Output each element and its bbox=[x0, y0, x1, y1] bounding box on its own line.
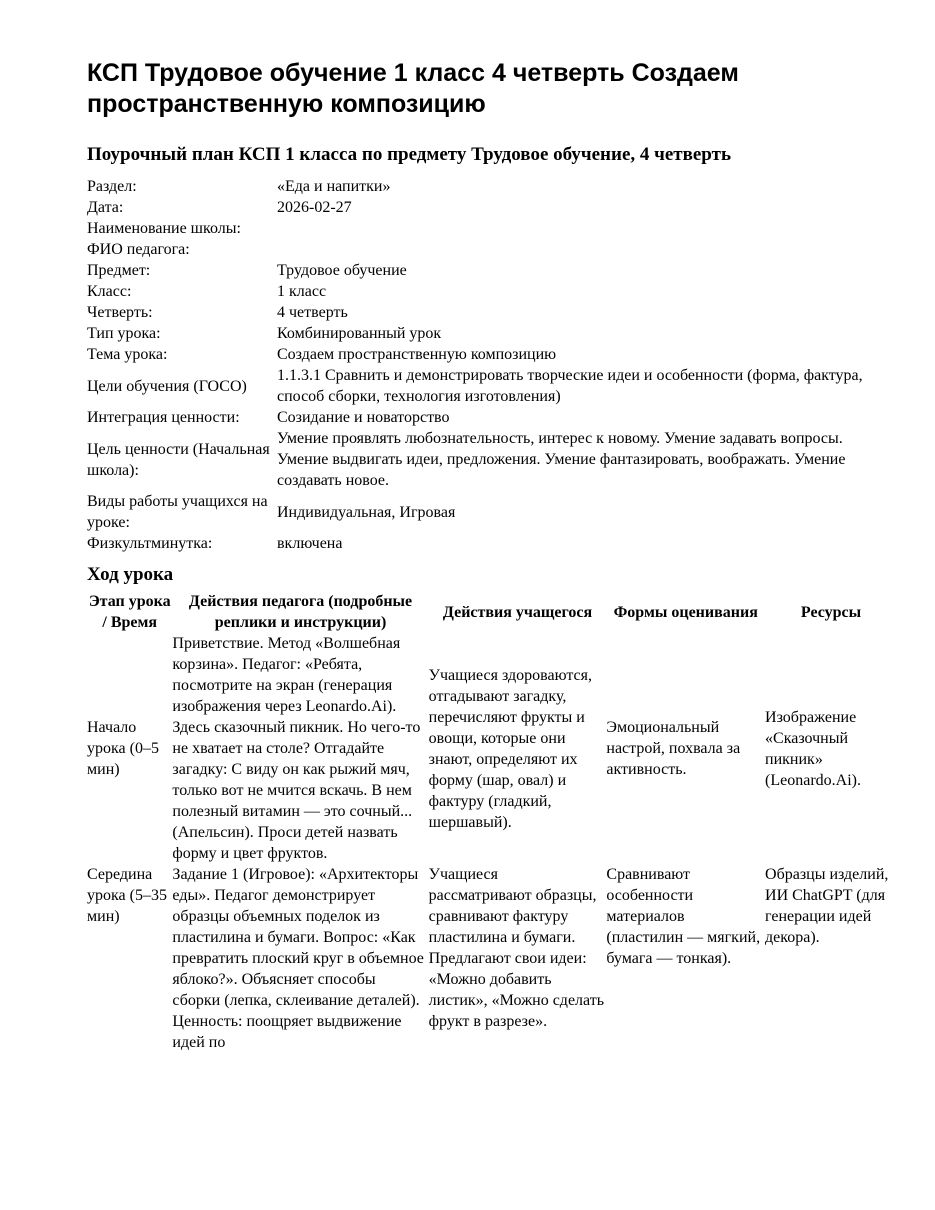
info-value: 2026-02-27 bbox=[277, 199, 352, 216]
info-value: Индивидуальная, Игровая bbox=[277, 503, 456, 521]
lesson-info-table bbox=[87, 176, 887, 554]
info-label: Раздел: bbox=[87, 178, 137, 195]
student-actions-cell: Учащиеся рассматривают образцы, сравнивают фактуру пластилина и бумаги. Предлагают свои идеи: «Можно добавить листик», «Можно сделать фрукт в разрезе». bbox=[428, 866, 604, 1030]
teacher-actions-cell: Приветствие. Метод «Волшебная корзина». Педагог: «Ребята, посмотрите на экран (генерация изображения через Leonardo.Ai). Здесь сказочный пикник. Но чего-то не хватает на столе? Отгадайте загадку: С виду он как рыжий мяч, только вот не мчится вскачь. В нем полезный витамин — это сочный... (Апельсин). Проси детей назвать форму и цвет фруктов. bbox=[172, 635, 421, 862]
info-label: ФИО педагога: bbox=[87, 241, 190, 258]
info-value: Созидание и новаторство bbox=[277, 409, 450, 426]
info-row bbox=[87, 197, 887, 218]
info-label: Дата: bbox=[87, 199, 124, 216]
column-header-student: Действия учащегося bbox=[442, 603, 593, 621]
table-header-row bbox=[87, 591, 897, 633]
info-label: Предмет: bbox=[87, 262, 151, 279]
info-value: Создаем пространственную композицию bbox=[277, 346, 557, 363]
column-header-teacher: Действия педагога (подробные реплики и инструкции) bbox=[188, 593, 413, 631]
info-value: Умение проявлять любознательность, интерес к новому. Умение задавать вопросы. Умение выдвигать идеи, предложения. Умение фантазировать, воображать. Умение создавать новое. bbox=[277, 430, 846, 489]
info-value: 1 класс bbox=[277, 283, 327, 300]
table-row bbox=[87, 864, 897, 1053]
lesson-flow-table bbox=[87, 591, 897, 1053]
stage-cell: Середина урока (5–35 мин) bbox=[87, 866, 167, 925]
info-value: Комбинированный урок bbox=[277, 325, 442, 342]
assessment-cell: Сравнивают особенности материалов (пластилин — мягкий, бумага — тонкая). bbox=[606, 866, 761, 967]
info-label: Тип урока: bbox=[87, 325, 161, 342]
info-label: Физкультминутка: bbox=[87, 535, 213, 552]
column-header-stage: Этап урока / Время bbox=[88, 593, 171, 631]
table-row bbox=[87, 633, 897, 864]
column-header-resources: Ресурсы bbox=[800, 603, 862, 621]
info-row bbox=[87, 533, 887, 554]
info-label: Виды работы учащихся на уроке: bbox=[87, 493, 268, 531]
teacher-actions-cell: Задание 1 (Игровое): «Архитекторы еды». Педагог демонстрирует образцы объемных поделок из пластилина и бумаги. Вопрос: «Как превратить плоский круг в объемное яблоко?». Объясняет способы сборки (лепка, склеивание деталей). Ценность: поощряет выдвижение идей по bbox=[172, 866, 424, 1051]
plan-subtitle: Поурочный план КСП 1 класса по предмету Трудовое обучение, 4 четверть bbox=[87, 144, 731, 165]
info-row bbox=[87, 365, 887, 407]
info-label: Цель ценности (Начальная школа): bbox=[87, 440, 270, 479]
info-value: 4 четверть bbox=[277, 304, 348, 321]
resources-cell: Изображение «Сказочный пикник» (Leonardo.Ai). bbox=[765, 708, 861, 789]
info-row bbox=[87, 302, 887, 323]
info-label: Тема урока: bbox=[87, 346, 168, 363]
info-value: включена bbox=[277, 535, 343, 552]
info-value: «Еда и напитки» bbox=[277, 178, 391, 195]
resources-cell: Образцы изделий, ИИ ChatGPT (для генерации идей декора). bbox=[765, 866, 889, 946]
document-title: КСП Трудовое обучение 1 класс 4 четверть Создаем пространственную композицию bbox=[87, 59, 739, 118]
info-row bbox=[87, 323, 887, 344]
info-label: Наименование школы: bbox=[87, 220, 241, 237]
info-value: 1.1.3.1 Сравнить и демонстрировать творческие идеи и особенности (форма, фактура, способ сборки, технология изготовления) bbox=[277, 367, 863, 405]
info-row bbox=[87, 260, 887, 281]
stage-cell: Начало урока (0–5 мин) bbox=[87, 719, 159, 778]
info-row bbox=[87, 176, 887, 197]
column-header-assessment: Формы оценивания bbox=[613, 603, 758, 621]
info-label: Класс: bbox=[87, 283, 132, 300]
info-label: Цели обучения (ГОСО) bbox=[87, 377, 247, 395]
info-row bbox=[87, 344, 887, 365]
info-row bbox=[87, 428, 887, 491]
lesson-flow-heading: Ход урока bbox=[87, 564, 174, 585]
info-row bbox=[87, 218, 887, 239]
info-label: Интеграция ценности: bbox=[87, 409, 240, 426]
info-row bbox=[87, 281, 887, 302]
info-row bbox=[87, 239, 887, 260]
info-label: Четверть: bbox=[87, 304, 153, 321]
info-value bbox=[277, 239, 887, 260]
info-row bbox=[87, 407, 887, 428]
info-value: Трудовое обучение bbox=[277, 262, 407, 279]
assessment-cell: Эмоциональный настрой, похвала за активность. bbox=[606, 719, 741, 778]
student-actions-cell: Учащиеся здороваются, отгадывают загадку, перечисляют фрукты и овощи, которые они знают, определяют их форму (шар, овал) и фактуру (гладкий, шершавый). bbox=[428, 666, 592, 831]
info-row bbox=[87, 491, 887, 533]
info-value bbox=[277, 218, 887, 239]
